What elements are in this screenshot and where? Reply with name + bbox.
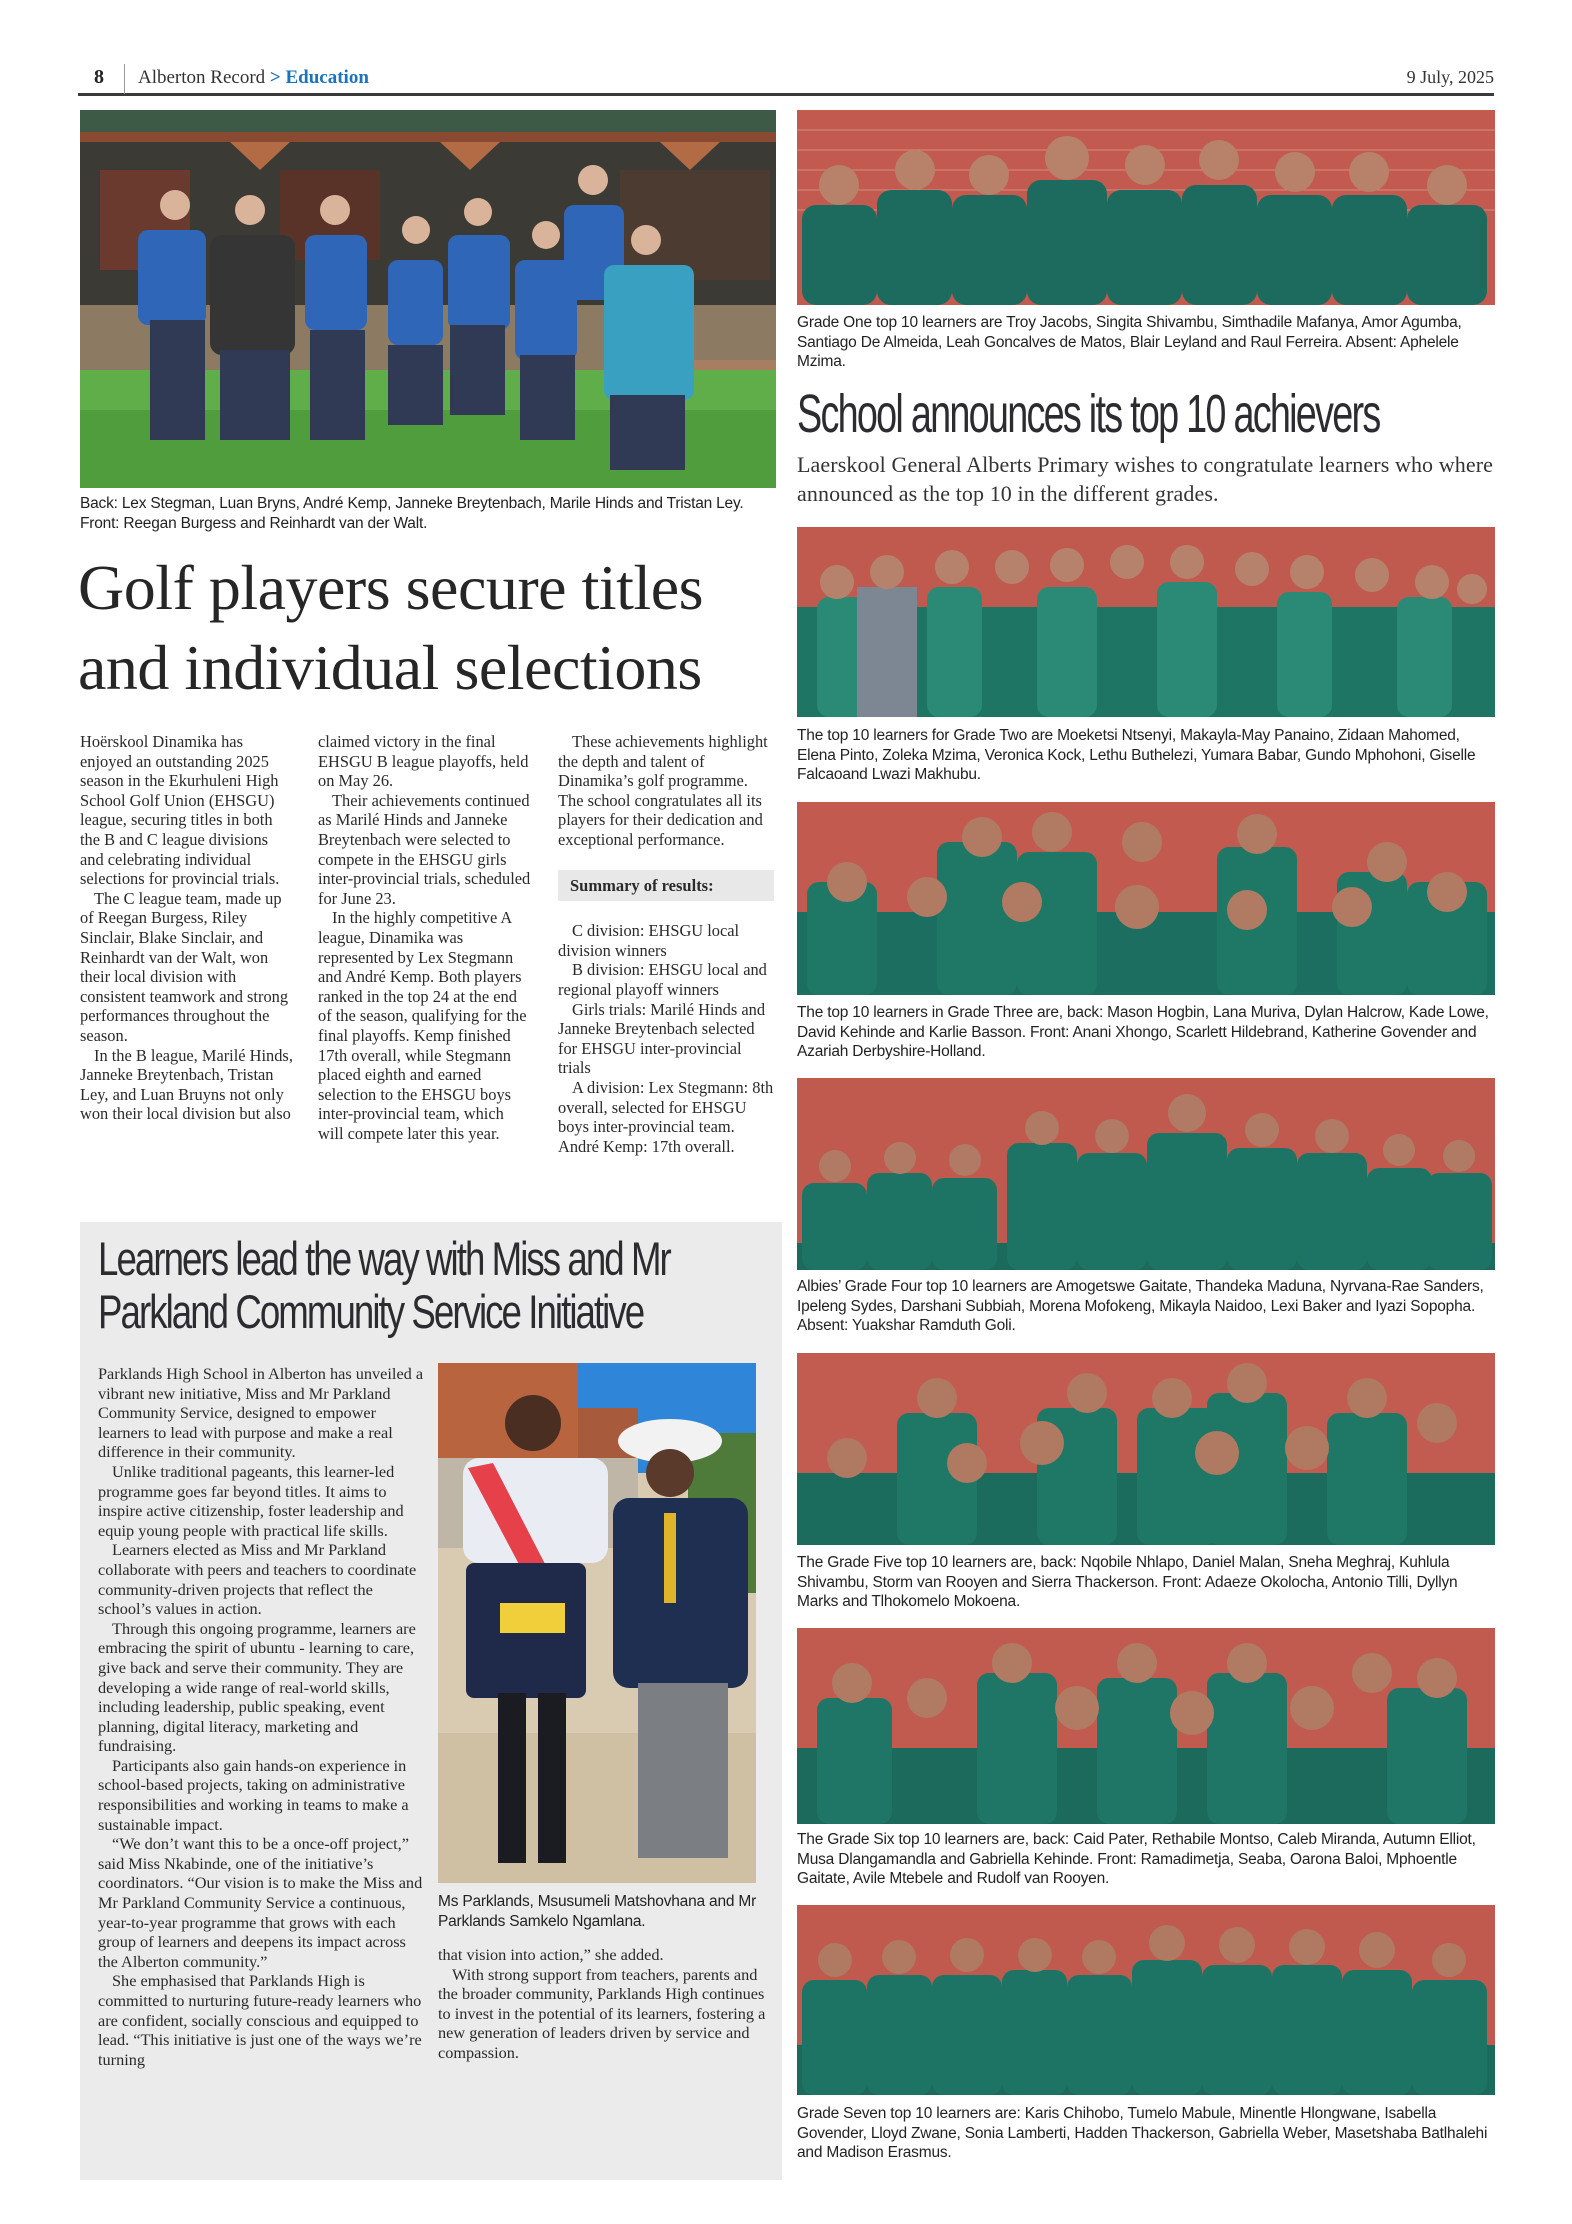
grade-two-caption: The top 10 learners for Grade Two are Moeketsi Ntsenyi, Makayla-May Panaino, Zidaan Mahomed, Elena Pinto, Zoleka Mzima, Veronica Kock, Lethu Buthelezi, Yumara Babar, Gundo Mphohoni, Giselle Falcaoand Lwazi Makhubu. bbox=[797, 727, 1476, 783]
masthead-divider bbox=[124, 64, 125, 94]
masthead bbox=[78, 62, 1494, 96]
parkland-body-column-1 bbox=[98, 1364, 428, 2069]
summary-heading: Summary of results: bbox=[558, 870, 774, 902]
golf-paragraph: claimed victory in the final EHSGU B league playoffs, held on May 26. bbox=[318, 732, 529, 791]
summary-item: C division: EHSGU local division winners bbox=[558, 921, 740, 960]
parkland-paragraph: With strong support from teachers, parents and the broader community, Parklands High continues to invest in the potential of its learners, fostering a new generation of leaders driven by service and compassion. bbox=[438, 1964, 766, 2062]
grade-three-caption: The top 10 learners in Grade Three are, back: Mason Hogbin, Lana Muriva, Dylan Halcrow, Kade Lowe, David Kehinde and Karlie Basson. Front: Anani Xhongo, Scarlett Hildebrand, Katherine Govender and Azariah Derbyshire-Holland. bbox=[797, 1004, 1489, 1060]
grade-three-photo bbox=[797, 802, 1495, 995]
parkland-paragraph: Learners elected as Miss and Mr Parkland collaborate with peers and teachers to coordinate community-driven projects that reflect the school’s values in action. bbox=[98, 1540, 417, 1619]
parkland-paragraph: She emphasised that Parklands High is committed to nurturing future-ready learners who are confident, socially conscious and equipped to lead. “This initiative is just one of the ways we’re turning bbox=[98, 1971, 422, 2069]
achievers-headline: School announces its top 10 achievers bbox=[797, 384, 1380, 444]
parkland-headline-line1: Learners lead the way with Miss and Mr bbox=[98, 1232, 670, 1285]
summary-item: Girls trials: Marilé Hinds and Janneke Breytenbach selected for EHSGU inter-provincial trials bbox=[558, 999, 766, 1078]
parkland-photo-caption: Ms Parklands, Msusumeli Matshovhana and Mr Parklands Samkelo Ngamlana. bbox=[438, 1893, 757, 1930]
parkland-paragraph: that vision into action,” she added. bbox=[438, 1945, 664, 1964]
golf-headline bbox=[78, 548, 798, 708]
grade-five-caption: The Grade Five top 10 learners are, back: Nqobile Nhlapo, Daniel Malan, Sneha Meghraj, Kuhlula Shivambu, Storm van Rooyen and Sierra Thackerson. Front: Adaeze Okolocha, Antonio Tilli, Dyllyn Marks and Tlhokomelo Mokoena. bbox=[797, 1554, 1458, 1610]
grade-four-caption: Albies’ Grade Four top 10 learners are Amogetswe Gaitate, Thandeka Maduna, Nyrvana-Rae Sanders, Ipeleng Sydes, Darshani Subbiah, Morena Mofokeng, Mikayla Naidoo, Lexi Baker and Iyazi Sopopha. Absent: Yuakshar Ramduth Goli. bbox=[797, 1278, 1484, 1334]
grade-four-photo bbox=[797, 1078, 1495, 1270]
grade-seven-photo bbox=[797, 1905, 1495, 2095]
golf-body-column-3 bbox=[558, 732, 774, 1156]
grade-seven-caption: Grade Seven top 10 learners are: Karis Chihobo, Tumelo Mabule, Minentle Hlongwane, Isabella Govender, Lloyd Zwane, Sonia Lamberti, Hadden Thackerson, Gabriella Weber, Masetshaba Batlhalehi and Madison Erasmus. bbox=[797, 2105, 1488, 2161]
publication-name: Alberton Record bbox=[138, 67, 266, 88]
golf-body-column-2 bbox=[318, 732, 532, 1143]
golf-headline-line2: and individual selections bbox=[78, 632, 702, 703]
grade-two-photo bbox=[797, 527, 1495, 717]
parkland-headline bbox=[98, 1232, 769, 1338]
summary-item: A division: Lex Stegmann: 8th overall, selected for EHSGU boys inter-provincial team. André Kemp: 17th overall. bbox=[558, 1077, 774, 1156]
breadcrumb-separator: > bbox=[269, 67, 281, 88]
parkland-body-column-2 bbox=[438, 1945, 768, 2063]
parkland-paragraph: “We don’t want this to be a once-off project,” said Miss Nkabinde, one of the initiative’s coordinators. “Our vision is to make the Miss and Mr Parkland Community Service a continuous, year-to-year programme that grows with each group of learners and deepens its impact across the Alberton community.” bbox=[98, 1834, 423, 1971]
golf-paragraph: The C league team, made up of Reegan Burgess, Riley Sinclair, Blake Sinclair, and Reinhardt van der Walt, won their local division with consistent teamwork and strong performances throughout the season. bbox=[80, 888, 289, 1045]
grade-six-caption: The Grade Six top 10 learners are, back: Caid Pater, Rethabile Montso, Caleb Miranda, Autumn Elliot, Musa Dlangamandla and Gabriella Kehinde. Front: Ramadimetja, Seaba, Oarona Baloi, Mphoentle Gaitate, Avile Mtebele and Rudolf van Rooyen. bbox=[797, 1831, 1476, 1887]
golf-body-column-1 bbox=[80, 732, 294, 1124]
issue-date: 9 July, 2025 bbox=[1406, 67, 1494, 87]
parkland-paragraph: Participants also gain hands-on experience in school-based projects, taking on administrative responsibilities and working in teams to make a sustainable impact. bbox=[98, 1755, 409, 1834]
golf-team-photo bbox=[80, 110, 776, 488]
summary-item: B division: EHSGU local and regional playoff winners bbox=[558, 960, 767, 999]
grade-five-photo bbox=[797, 1353, 1495, 1545]
parkland-photo bbox=[438, 1363, 756, 1883]
parkland-paragraph: Parklands High School in Alberton has unveiled a vibrant new initiative, Miss and Mr Parkland Community Service, designed to empower learners to lead with purpose and make a real difference in their community. bbox=[98, 1364, 424, 1462]
golf-headline-line1: Golf players secure titles bbox=[78, 552, 703, 623]
achievers-intro: Laerskool General Alberts Primary wishes to congratulate learners who where announced as the top 10 in the different grades. bbox=[797, 452, 1493, 506]
section-name[interactable]: Education bbox=[285, 67, 369, 88]
golf-paragraph: Hoërskool Dinamika has enjoyed an outstanding 2025 season in the Ekurhuleni High School Golf Union (EHSGU) league, securing titles in both the B and C league divisions and celebrating individual selections for provincial trials. bbox=[80, 732, 280, 889]
golf-paragraph: These achievements highlight the depth and talent of Dinamika’s golf programme. The school congratulates all its players for their dedication and exceptional performance. bbox=[558, 732, 768, 849]
golf-paragraph: Their achievements continued as Marilé Hinds and Janneke Breytenbach were selected to compete in the EHSGU girls inter-provincial trials, scheduled for June 23. bbox=[318, 790, 531, 908]
golf-paragraph: In the B league, Marilé Hinds, Janneke Breytenbach, Tristan Ley, and Luan Bruyns not only won their local division but also bbox=[80, 1045, 293, 1124]
publication-breadcrumb bbox=[138, 67, 369, 89]
grade-one-photo bbox=[797, 110, 1495, 305]
parkland-paragraph: Unlike traditional pageants, this learner-led programme goes far beyond titles. It aims to inspire active citizenship, foster leadership and equip young people with practical life skills. bbox=[98, 1461, 404, 1540]
golf-photo-caption: Back: Lex Stegman, Luan Bryns, André Kemp, Janneke Breytenbach, Marile Hinds and Tristan Ley. Front: Reegan Burgess and Reinhardt van der Walt. bbox=[80, 495, 744, 532]
grade-six-photo bbox=[797, 1628, 1495, 1824]
parkland-paragraph: Through this ongoing programme, learners are embracing the spirit of ubuntu - learning to care, give back and serve their community. They are developing a wide range of real-world skills, including leadership, public speaking, event planning, digital literacy, marketing and fundraising. bbox=[98, 1618, 416, 1756]
grade-one-caption: Grade One top 10 learners are Troy Jacobs, Singita Shivambu, Simthadile Mafanya, Amor Agumba, Santiago De Almeida, Leah Goncalves de Matos, Blair Leyland and Raul Ferreira. Absent: Aphelele Mzima. bbox=[797, 314, 1462, 370]
parkland-headline-line2: Parkland Community Service Initiative bbox=[98, 1285, 644, 1338]
golf-paragraph: In the highly competitive A league, Dinamika was represented by Lex Stegmann and André Kemp. Both players ranked in the top 24 at the end of the season, qualifying for the final playoffs. Kemp finished 17th overall, while Stegmann placed eighth and earned selection to the EHSGU boys inter-provincial team, which will compete later this year. bbox=[318, 908, 527, 1143]
page-number: 8 bbox=[94, 66, 104, 88]
